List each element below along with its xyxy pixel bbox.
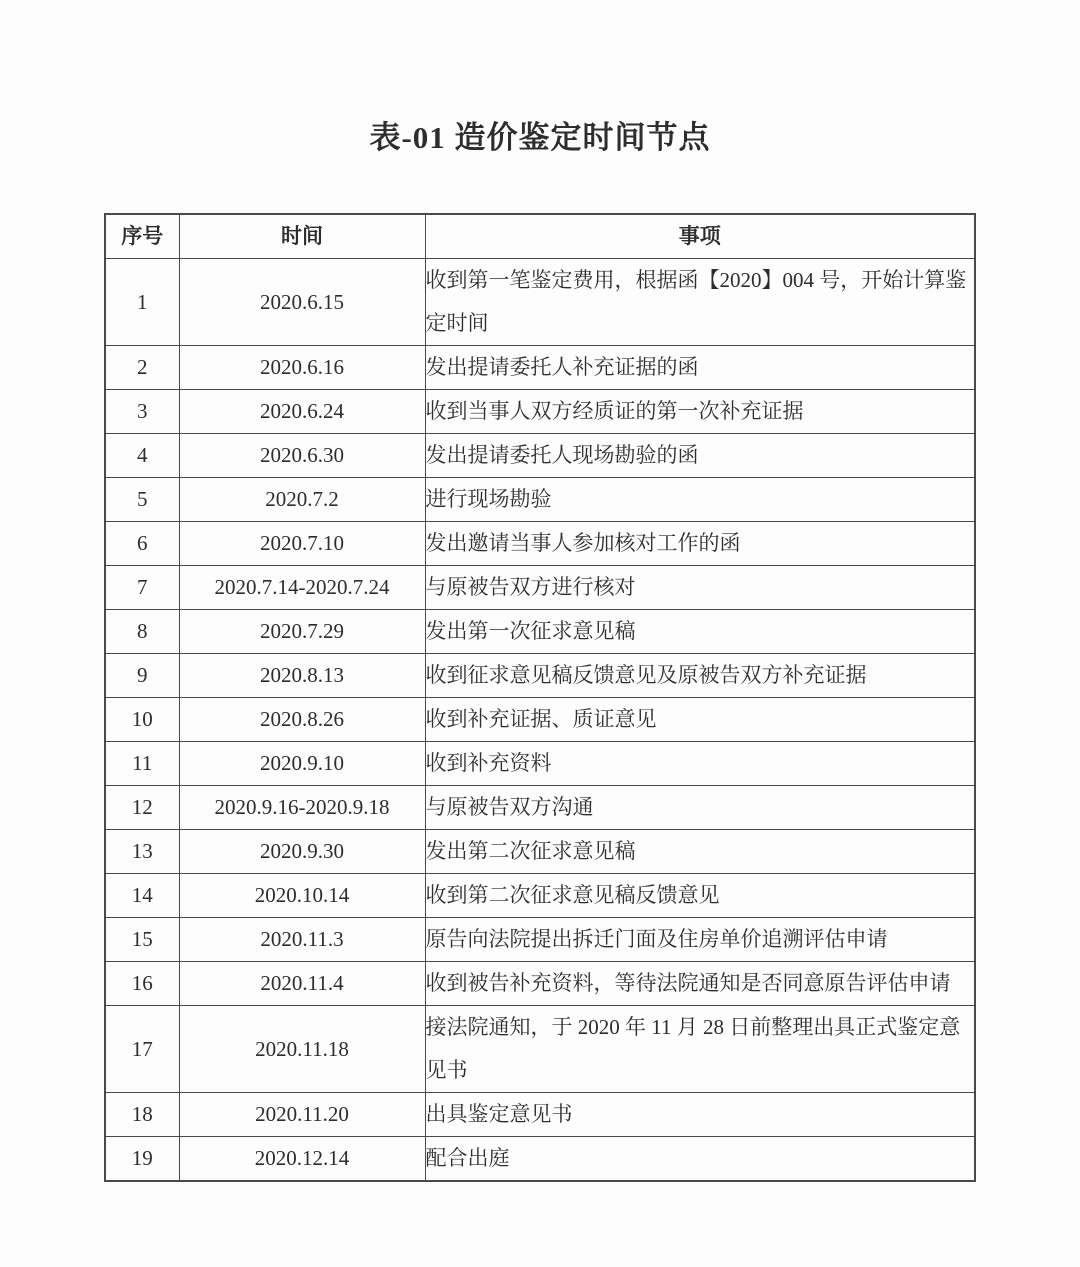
row-date-cell: 2020.6.16 [179, 346, 425, 390]
table-row [105, 786, 975, 830]
row-date-cell: 2020.7.14-2020.7.24 [179, 566, 425, 610]
row-date-cell: 2020.11.20 [179, 1093, 425, 1137]
row-number-cell: 11 [105, 742, 179, 786]
row-date-cell: 2020.6.24 [179, 390, 425, 434]
row-number-cell: 4 [105, 434, 179, 478]
row-date-cell: 2020.9.16-2020.9.18 [179, 786, 425, 830]
table-row [105, 918, 975, 962]
row-date-cell: 2020.9.30 [179, 830, 425, 874]
timeline-table [104, 213, 976, 1182]
table-row [105, 874, 975, 918]
table-row [105, 522, 975, 566]
table-row [105, 390, 975, 434]
row-date-cell: 2020.8.26 [179, 698, 425, 742]
table-body [105, 259, 975, 1182]
page-title: 表-01 造价鉴定时间节点 [369, 120, 711, 155]
row-number-cell: 18 [105, 1093, 179, 1137]
table-row [105, 962, 975, 1006]
row-number-cell: 14 [105, 874, 179, 918]
row-number-cell: 3 [105, 390, 179, 434]
row-event-cell: 发出第二次征求意见稿 [425, 830, 975, 874]
row-event-cell: 收到被告补充资料，等待法院通知是否同意原告评估申请 [425, 962, 975, 1006]
table-row [105, 742, 975, 786]
row-event-cell: 原告向法院提出拆迁门面及住房单价追溯评估申请 [425, 918, 975, 962]
row-number-cell: 12 [105, 786, 179, 830]
row-date-cell: 2020.7.29 [179, 610, 425, 654]
table-row [105, 434, 975, 478]
table-row [105, 1137, 975, 1182]
table-row [105, 1093, 975, 1137]
row-date-cell: 2020.10.14 [179, 874, 425, 918]
table-row [105, 830, 975, 874]
row-date-cell: 2020.12.14 [179, 1137, 425, 1182]
row-number-cell: 7 [105, 566, 179, 610]
row-event-cell: 收到第一笔鉴定费用，根据函【2020】004 号，开始计算鉴定时间 [425, 259, 975, 346]
table-row [105, 259, 975, 346]
header-cell-date: 时间 [179, 214, 425, 259]
row-number-cell: 2 [105, 346, 179, 390]
row-number-cell: 15 [105, 918, 179, 962]
row-number-cell: 13 [105, 830, 179, 874]
row-number-cell: 8 [105, 610, 179, 654]
row-date-cell: 2020.6.30 [179, 434, 425, 478]
row-number-cell: 5 [105, 478, 179, 522]
row-number-cell: 10 [105, 698, 179, 742]
table-row [105, 1006, 975, 1093]
header-cell-event: 事项 [425, 214, 975, 259]
row-number-cell: 16 [105, 962, 179, 1006]
table-row [105, 698, 975, 742]
row-event-cell: 进行现场勘验 [425, 478, 975, 522]
row-date-cell: 2020.9.10 [179, 742, 425, 786]
row-date-cell: 2020.8.13 [179, 654, 425, 698]
table-row [105, 610, 975, 654]
row-event-cell: 收到征求意见稿反馈意见及原被告双方补充证据 [425, 654, 975, 698]
row-event-cell: 收到第二次征求意见稿反馈意见 [425, 874, 975, 918]
row-date-cell: 2020.11.4 [179, 962, 425, 1006]
row-event-cell: 接法院通知，于 2020 年 11 月 28 日前整理出具正式鉴定意见书 [425, 1006, 975, 1093]
row-date-cell: 2020.11.18 [179, 1006, 425, 1093]
row-event-cell: 发出提请委托人补充证据的函 [425, 346, 975, 390]
table-row [105, 478, 975, 522]
row-date-cell: 2020.7.10 [179, 522, 425, 566]
table-row [105, 346, 975, 390]
row-number-cell: 9 [105, 654, 179, 698]
row-number-cell: 17 [105, 1006, 179, 1093]
row-number-cell: 1 [105, 259, 179, 346]
row-event-cell: 与原被告双方进行核对 [425, 566, 975, 610]
table-row [105, 566, 975, 610]
table-header-row [105, 214, 975, 259]
row-date-cell: 2020.6.15 [179, 259, 425, 346]
row-event-cell: 出具鉴定意见书 [425, 1093, 975, 1137]
row-number-cell: 6 [105, 522, 179, 566]
row-event-cell: 发出邀请当事人参加核对工作的函 [425, 522, 975, 566]
row-date-cell: 2020.7.2 [179, 478, 425, 522]
header-cell-number: 序号 [105, 214, 179, 259]
row-event-cell: 收到补充资料 [425, 742, 975, 786]
row-date-cell: 2020.11.3 [179, 918, 425, 962]
row-event-cell: 配合出庭 [425, 1137, 975, 1182]
row-event-cell: 收到补充证据、质证意见 [425, 698, 975, 742]
row-event-cell: 收到当事人双方经质证的第一次补充证据 [425, 390, 975, 434]
row-event-cell: 发出提请委托人现场勘验的函 [425, 434, 975, 478]
row-event-cell: 与原被告双方沟通 [425, 786, 975, 830]
table-row [105, 654, 975, 698]
row-number-cell: 19 [105, 1137, 179, 1182]
row-event-cell: 发出第一次征求意见稿 [425, 610, 975, 654]
